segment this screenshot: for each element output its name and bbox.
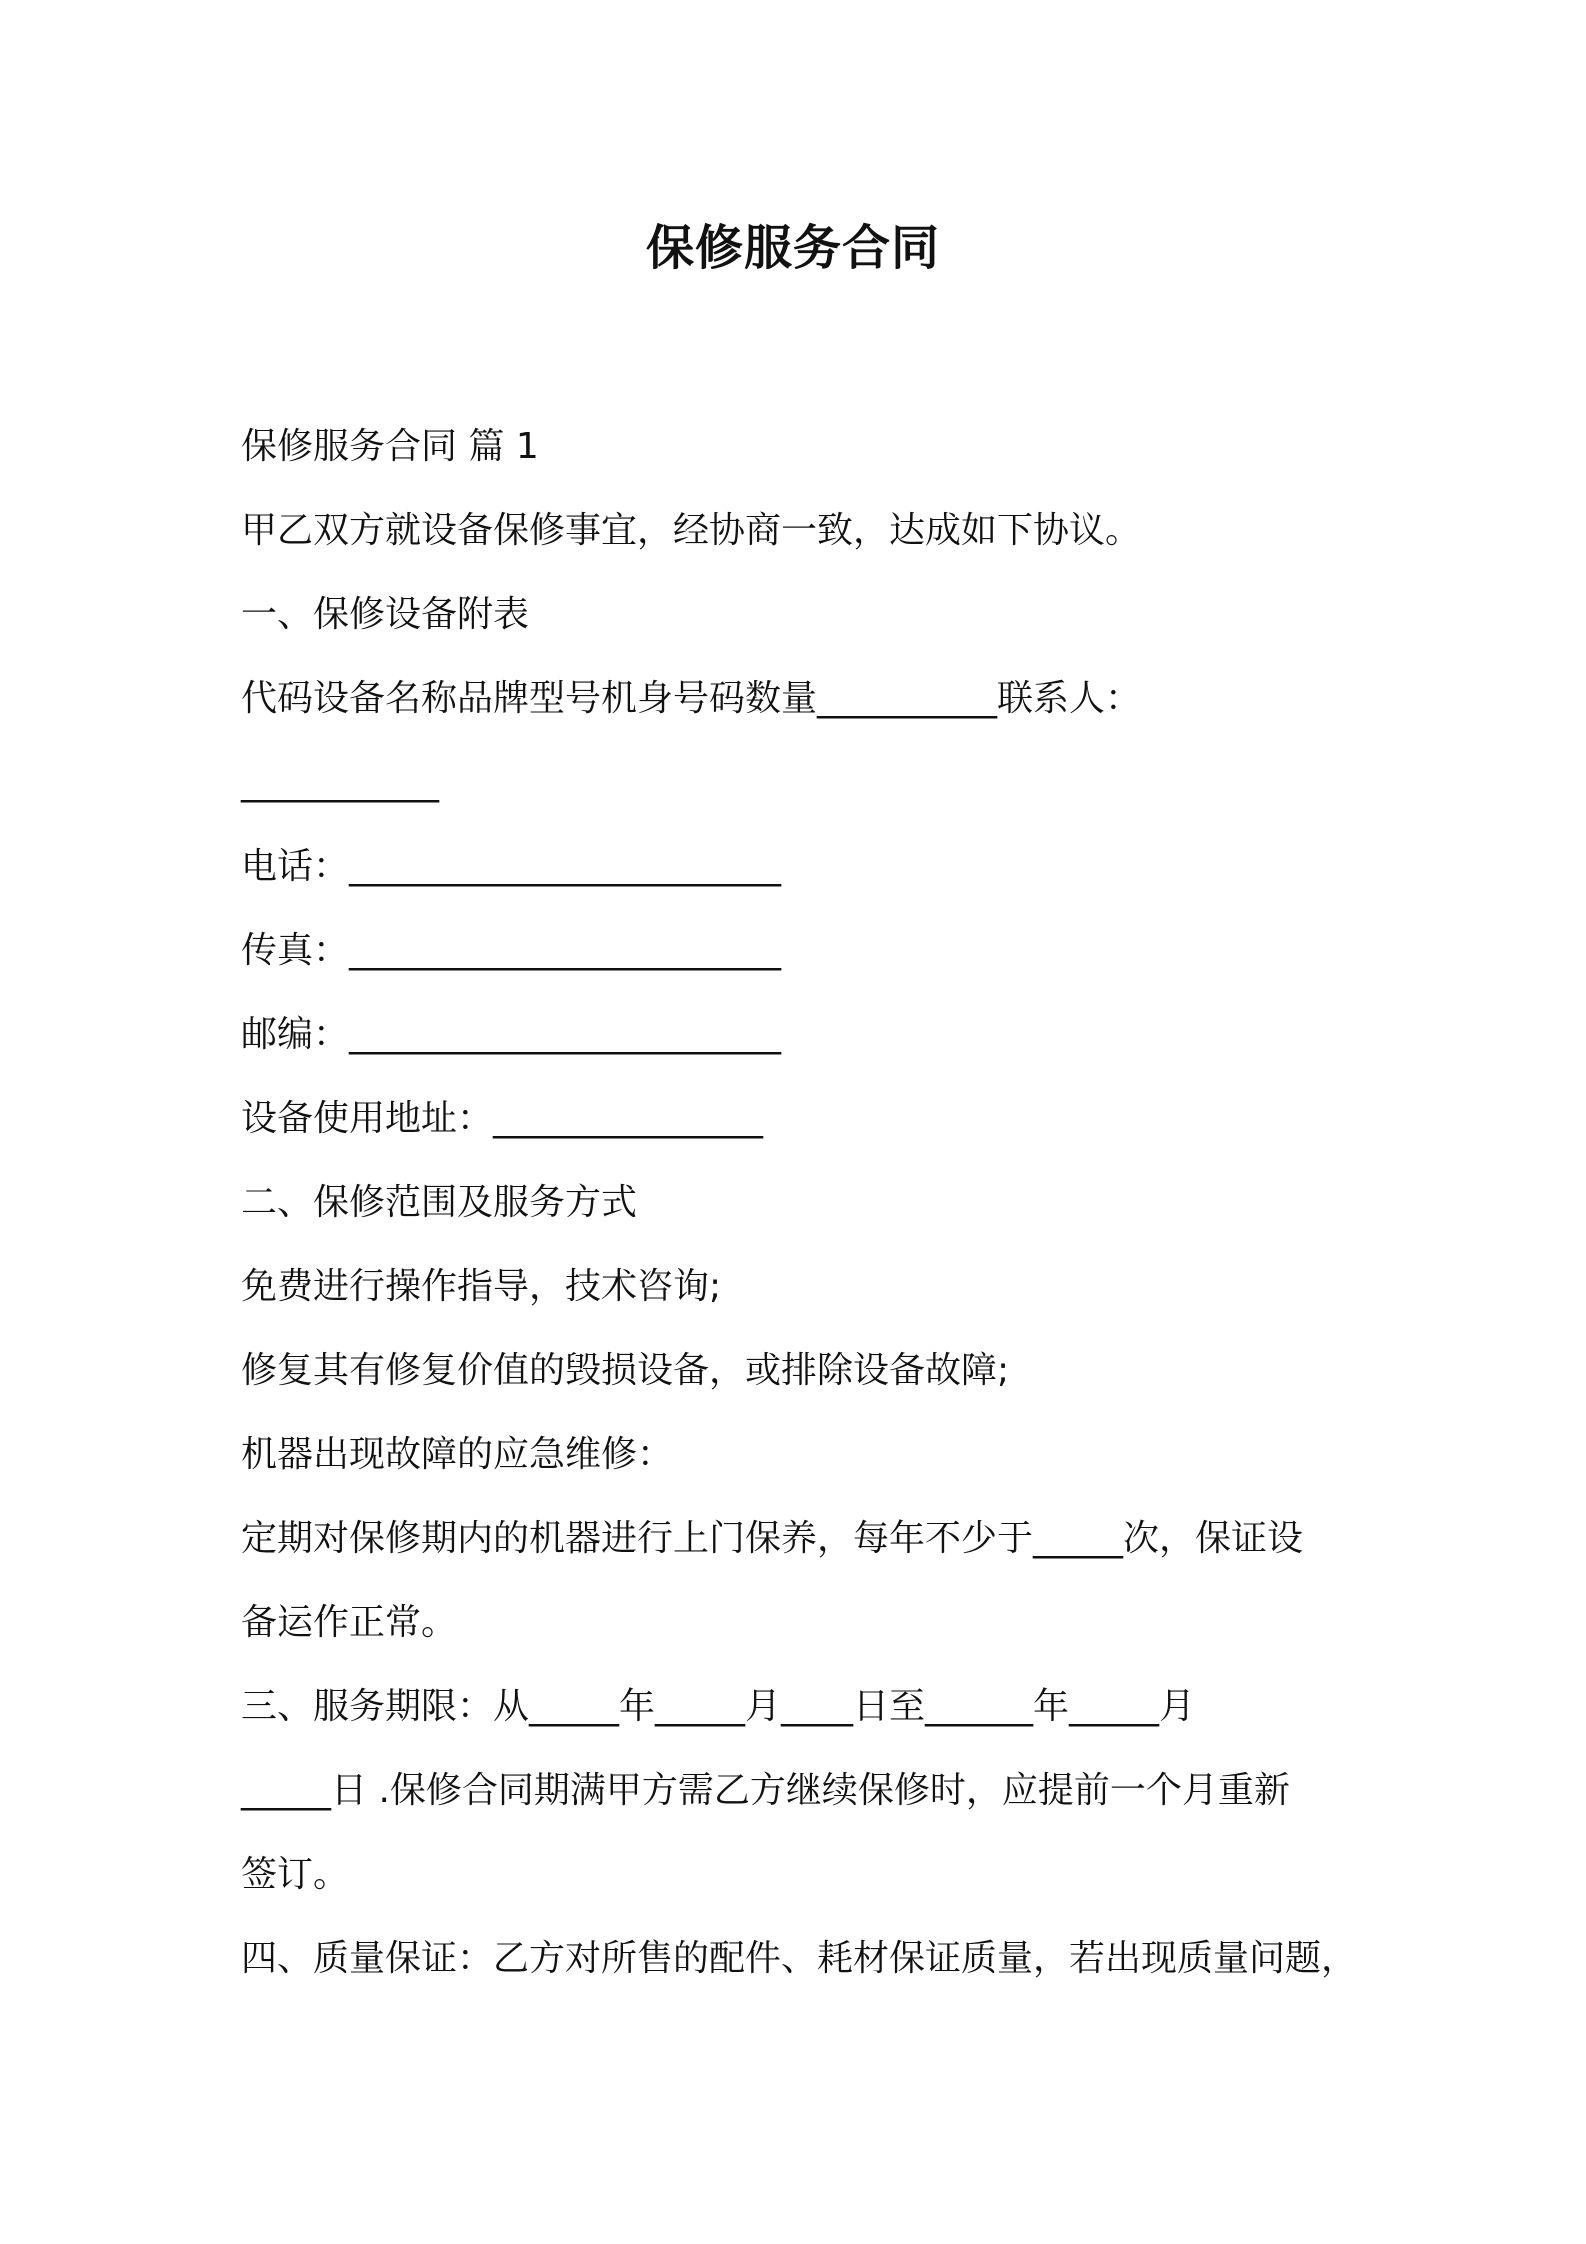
service-item-4-cont: 备运作正常。 [241,1602,458,1643]
clause-3-end: 签订。 [241,1854,350,1895]
service-item-4: 定期对保修期内的机器进行上门保养，每年不少于_____次，保证设 [241,1518,1304,1559]
service-item-2: 修复其有修复价值的毁损设备，或排除设备故障; [241,1350,1010,1391]
postcode-field: 邮编：________________________ [241,1014,782,1055]
document-title: 保修服务合同 [645,220,940,276]
contact-blank: ___________ [241,762,439,803]
equipment-table-header: 代码设备名称品牌型号机身号码数量__________联系人： [241,678,1142,719]
fax-field: 传真：________________________ [241,930,782,971]
clause-3-cont: _____日 .保修合同期满甲方需乙方继续保修时，应提前一个月重新 [241,1770,1290,1811]
phone-field: 电话：________________________ [241,846,782,887]
clause-heading-1: 一、保修设备附表 [241,594,530,635]
service-item-1: 免费进行操作指导，技术咨询; [241,1266,722,1307]
clause-heading-2: 二、保修范围及服务方式 [241,1182,638,1223]
address-field: 设备使用地址：_______________ [241,1098,764,1139]
agreement-intro: 甲乙双方就设备保修事宜，经协商一致，达成如下协议。 [241,510,1142,551]
clause-heading-3: 三、服务期限：从_____年_____月____日至______年_____月 [241,1686,1196,1727]
document-body [241,405,1371,2001]
clause-heading-4: 四、质量保证：乙方对所售的配件、耗材保证质量，若出现质量问题， [241,1938,1358,1979]
service-item-3: 机器出现故障的应急维修： [241,1434,674,1475]
section-heading-part1: 保修服务合同 篇 1 [241,426,539,467]
